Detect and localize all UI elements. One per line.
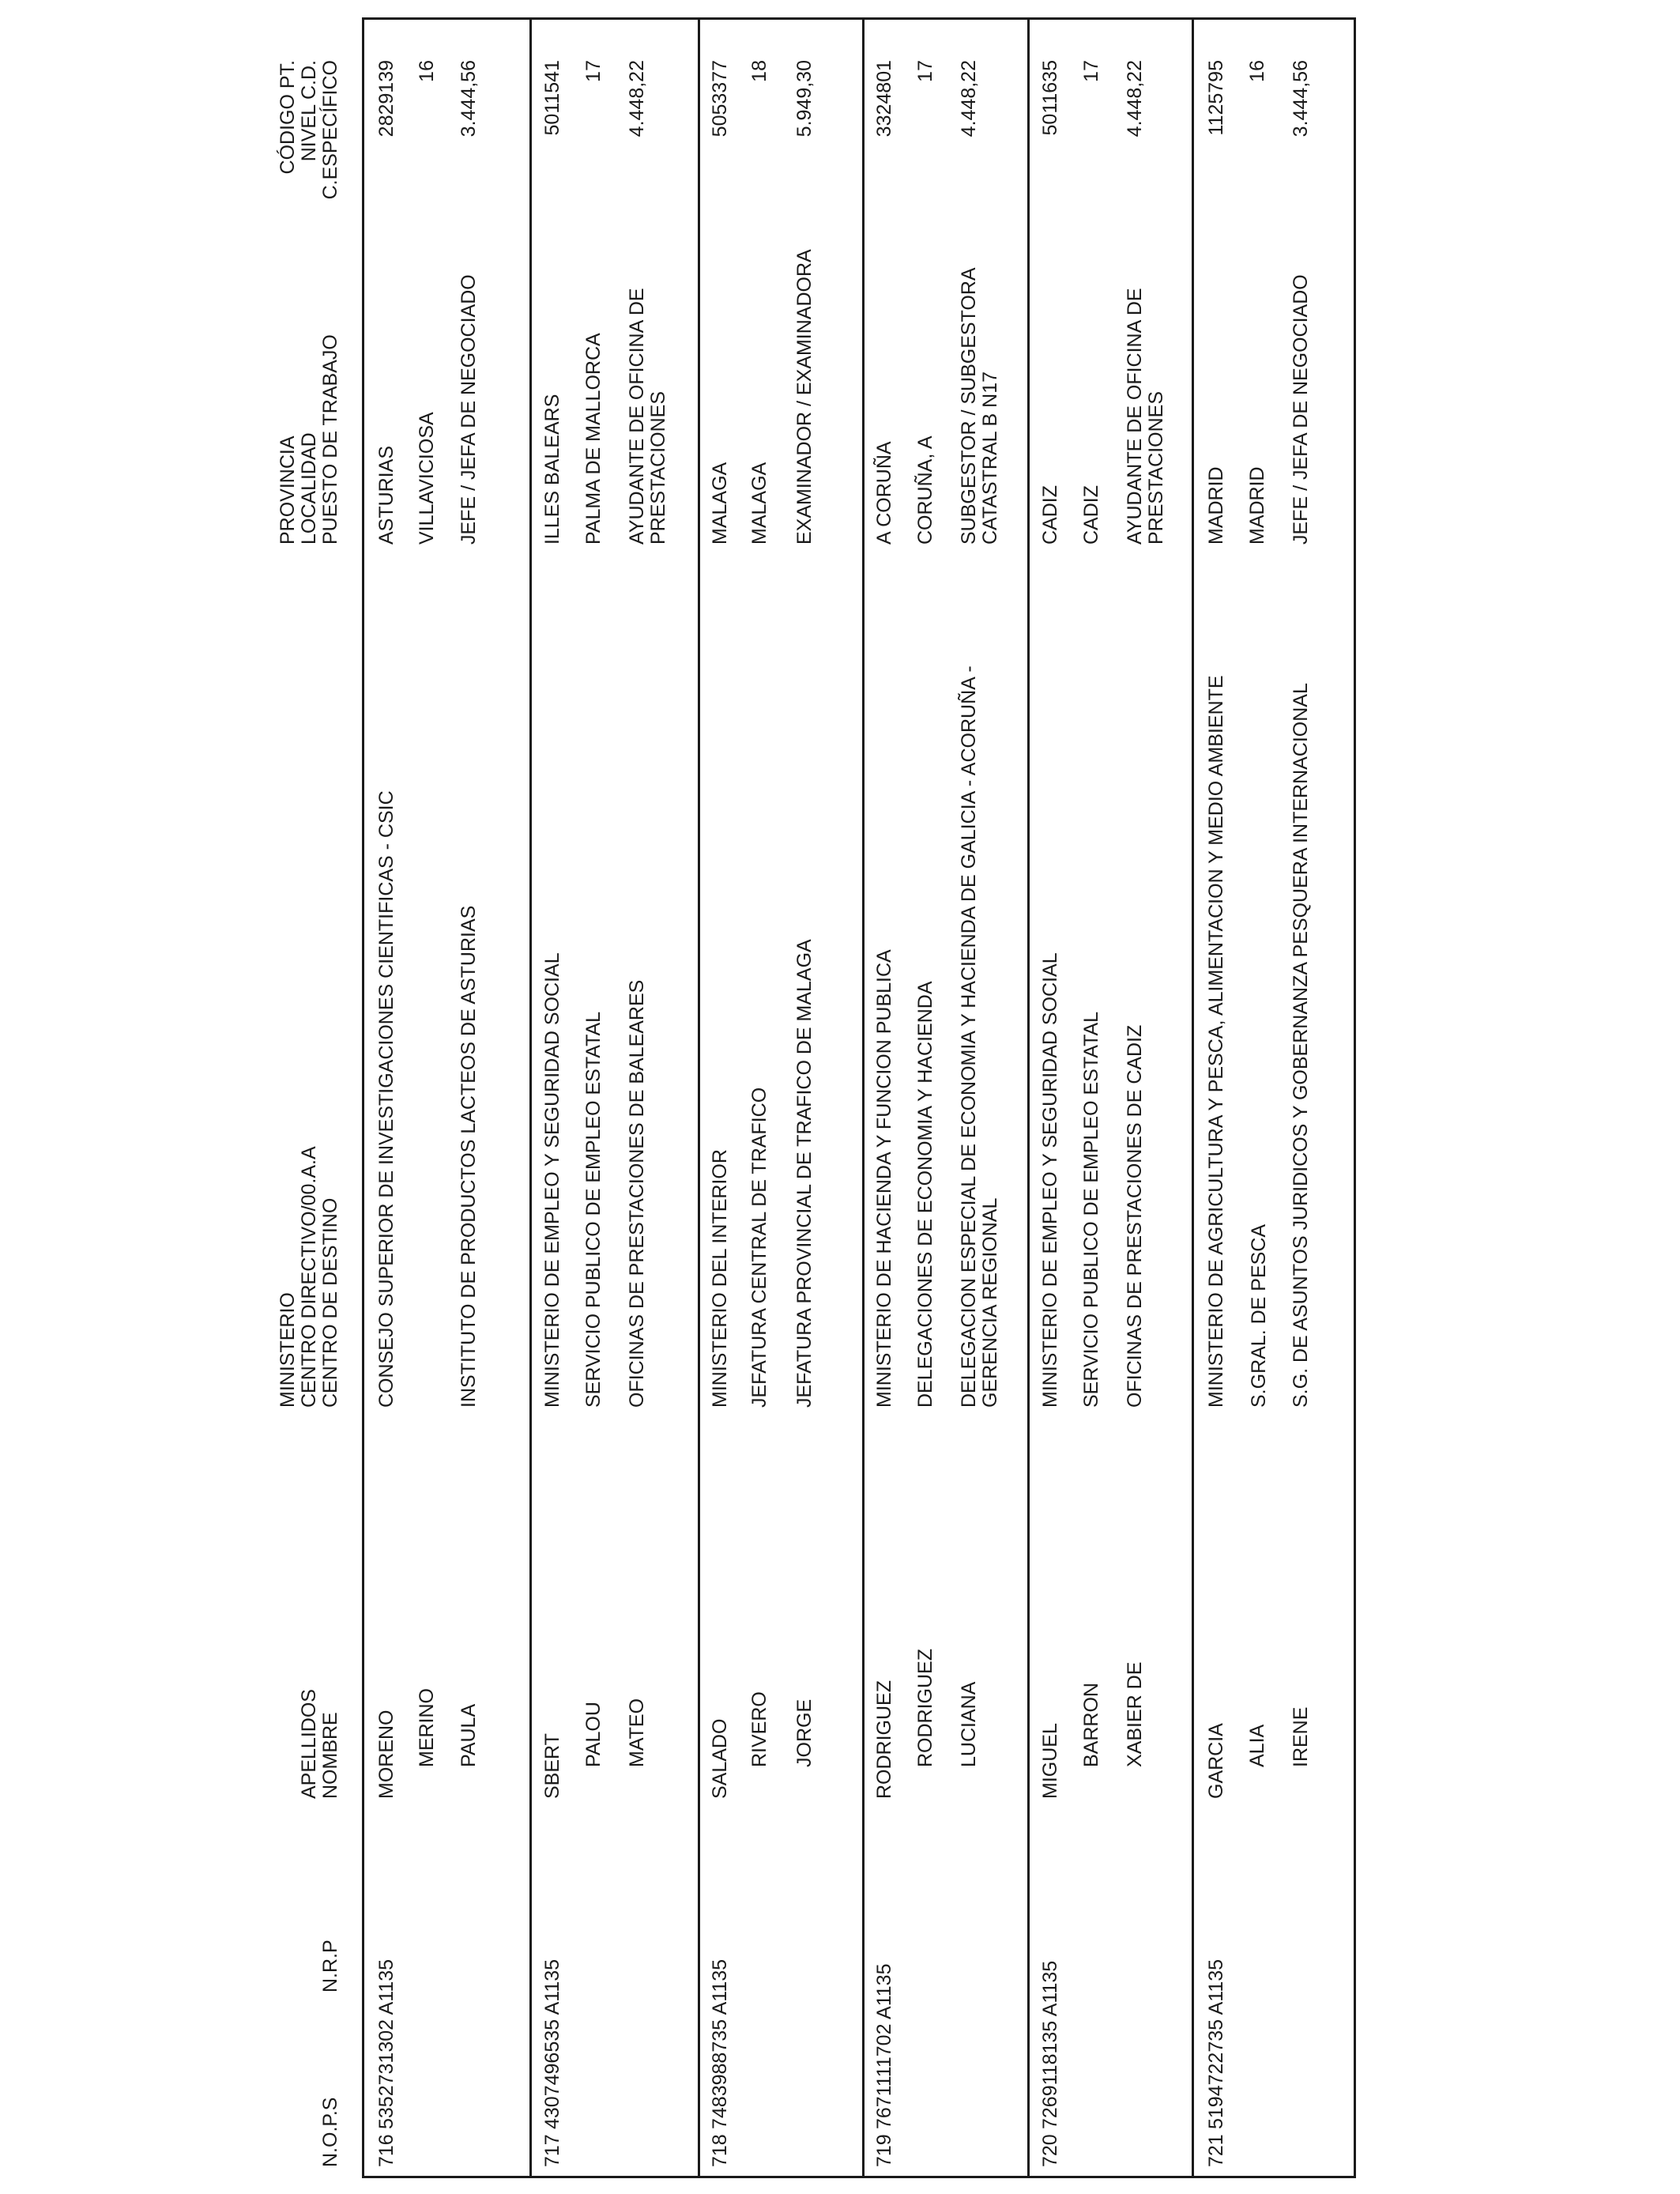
row-especifico: 4.448,22 bbox=[1124, 60, 1146, 138]
row-provincia: MADRID bbox=[1205, 466, 1227, 545]
row-nrp: 7269118135 A1135 bbox=[1039, 1960, 1061, 2129]
row-nombre: PAULA bbox=[458, 1703, 480, 1767]
row-apellido-1: GARCIA bbox=[1205, 1723, 1227, 1799]
row-provincia: ASTURIAS bbox=[375, 445, 397, 545]
row-provincia: MALAGA bbox=[709, 462, 731, 545]
header-nivel: NIVEL C.D. bbox=[298, 60, 320, 162]
row-codigo: 2829139 bbox=[375, 60, 397, 138]
header-especifico: C.ESPECÍFICO bbox=[319, 60, 341, 200]
header-puesto: PUESTO DE TRABAJO bbox=[319, 334, 341, 545]
header-centro-directivo: CENTRO DIRECTIVO/00.A.A bbox=[298, 1146, 320, 1408]
row-nops: 720 bbox=[1039, 2134, 1061, 2167]
row-nivel: 17 bbox=[582, 60, 605, 82]
row-codigo: 3324801 bbox=[873, 60, 895, 138]
row-separator bbox=[698, 17, 700, 2178]
row-nombre: LUCIANA bbox=[958, 1681, 980, 1767]
row-puesto: AYUDANTE DE OFICINA DE PRESTACIONES bbox=[626, 288, 669, 545]
row-codigo: 5011635 bbox=[1039, 60, 1061, 136]
row-centro-destino: S.G. DE ASUNTOS JURIDICOS Y GOBERNANZA PESQUERA INTERNACIONAL bbox=[1290, 683, 1312, 1408]
row-codigo: 1125795 bbox=[1205, 60, 1227, 136]
row-nivel: 17 bbox=[1080, 60, 1102, 82]
row-puesto: SUBGESTOR / SUBGESTORA CATASTRAL B N17 bbox=[958, 268, 1001, 545]
row-centro-destino: DELEGACION ESPECIAL DE ECONOMIA Y HACIENDA DE GALICIA - ACORUÑA - GERENCIA REGIONAL bbox=[958, 665, 1001, 1408]
row-localidad: MADRID bbox=[1246, 466, 1268, 545]
row-especifico: 4.448,22 bbox=[626, 60, 648, 138]
row-centro-directivo: SERVICIO PUBLICO DE EMPLEO ESTATAL bbox=[582, 1011, 605, 1408]
row-separator bbox=[529, 17, 532, 2178]
row-codigo: 5053377 bbox=[709, 60, 731, 138]
row-nops: 717 bbox=[541, 2134, 563, 2167]
row-nops: 716 bbox=[375, 2134, 397, 2167]
row-nombre: JORGE bbox=[793, 1698, 816, 1767]
row-especifico: 4.448,22 bbox=[958, 60, 980, 138]
row-provincia: A CORUÑA bbox=[873, 441, 895, 545]
row-apellido-2: PALOU bbox=[582, 1702, 605, 1767]
row-nrp: 7671111702 A1135 bbox=[873, 1963, 895, 2129]
row-ministerio: MINISTERIO DE EMPLEO Y SEGURIDAD SOCIAL bbox=[541, 952, 563, 1408]
row-separator bbox=[862, 17, 864, 2178]
row-apellido-2: ALIA bbox=[1246, 1724, 1268, 1767]
row-apellido-2: BARRON bbox=[1080, 1683, 1102, 1767]
row-especifico: 3.444,56 bbox=[458, 60, 480, 138]
row-especifico: 3.444,56 bbox=[1290, 60, 1312, 138]
row-apellido-2: RIVERO bbox=[748, 1691, 770, 1767]
header-provincia: PROVINCIA bbox=[277, 435, 299, 545]
header-apellidos: APELLIDOS bbox=[298, 1689, 320, 1799]
row-centro-directivo: S.GRAL. DE PESCA bbox=[1248, 1223, 1270, 1408]
row-localidad: CORUÑA, A bbox=[914, 435, 936, 545]
row-provincia: CADIZ bbox=[1039, 485, 1061, 545]
row-centro-directivo: JEFATURA CENTRAL DE TRAFICO bbox=[748, 1087, 770, 1408]
row-localidad: CADIZ bbox=[1080, 485, 1102, 545]
header-codigo: CÓDIGO PT. bbox=[277, 60, 299, 175]
row-nrp: 4307496535 A1135 bbox=[541, 1958, 563, 2129]
row-apellido-2: MERINO bbox=[416, 1688, 438, 1767]
row-localidad: PALMA DE MALLORCA bbox=[582, 333, 605, 545]
row-nrp: 5194722735 A1135 bbox=[1205, 1958, 1227, 2129]
row-nops: 719 bbox=[873, 2134, 895, 2167]
row-nombre: MATEO bbox=[626, 1698, 648, 1767]
row-ministerio: CONSEJO SUPERIOR DE INVESTIGACIONES CIENTIFICAS - CSIC bbox=[375, 790, 397, 1408]
row-provincia: ILLES BALEARS bbox=[541, 394, 563, 545]
row-puesto: AYUDANTE DE OFICINA DE PRESTACIONES bbox=[1124, 288, 1167, 545]
row-ministerio: MINISTERIO DEL INTERIOR bbox=[709, 1149, 731, 1408]
row-nops: 718 bbox=[709, 2134, 731, 2167]
row-nops: 721 bbox=[1205, 2134, 1227, 2167]
row-puesto: EXAMINADOR / EXAMINADORA bbox=[793, 249, 816, 545]
header-localidad: LOCALIDAD bbox=[298, 432, 320, 545]
header-ministerio: MINISTERIO bbox=[277, 1292, 299, 1408]
row-apellido-1: SALADO bbox=[709, 1718, 731, 1799]
header-centro-destino: CENTRO DE DESTINO bbox=[319, 1197, 341, 1408]
row-nombre: XABIER DE bbox=[1124, 1661, 1146, 1767]
row-ministerio: MINISTERIO DE HACIENDA Y FUNCION PUBLICA bbox=[873, 949, 895, 1408]
row-especifico: 5.949,30 bbox=[793, 60, 816, 138]
row-apellido-2: RODRIGUEZ bbox=[914, 1649, 936, 1767]
row-centro-destino: OFICINAS DE PRESTACIONES DE CADIZ bbox=[1124, 1024, 1146, 1408]
row-nivel: 16 bbox=[416, 60, 438, 82]
row-apellido-1: RODRIGUEZ bbox=[873, 1680, 895, 1799]
row-puesto: JEFE / JEFA DE NEGOCIADO bbox=[458, 274, 480, 545]
header-nombre: NOMBRE bbox=[319, 1712, 341, 1799]
row-nombre: IRENE bbox=[1290, 1706, 1312, 1767]
row-separator bbox=[1027, 17, 1030, 2178]
row-centro-directivo: SERVICIO PUBLICO DE EMPLEO ESTATAL bbox=[1080, 1011, 1102, 1408]
row-puesto: JEFE / JEFA DE NEGOCIADO bbox=[1290, 274, 1312, 545]
row-nivel: 17 bbox=[914, 60, 936, 82]
row-apellido-1: MORENO bbox=[375, 1710, 397, 1799]
row-nrp: 5352731302 A1135 bbox=[375, 1958, 397, 2129]
header-nops: N.O.P.S bbox=[319, 2097, 341, 2167]
row-localidad: MALAGA bbox=[748, 462, 770, 545]
row-localidad: VILLAVICIOSA bbox=[416, 412, 438, 545]
header-nrp: N.R.P bbox=[319, 1940, 341, 1992]
row-centro-destino: OFICINAS DE PRESTACIONES DE BALEARES bbox=[626, 979, 648, 1408]
row-nivel: 18 bbox=[748, 60, 770, 82]
row-ministerio: MINISTERIO DE AGRICULTURA Y PESCA, ALIMENTACION Y MEDIO AMBIENTE bbox=[1205, 675, 1227, 1408]
row-centro-destino: JEFATURA PROVINCIAL DE TRAFICO DE MALAGA bbox=[793, 939, 816, 1408]
row-separator bbox=[1192, 17, 1194, 2178]
row-nivel: 16 bbox=[1246, 60, 1268, 82]
row-apellido-1: MIGUEL bbox=[1039, 1723, 1061, 1799]
row-codigo: 5011541 bbox=[541, 60, 563, 136]
row-ministerio: MINISTERIO DE EMPLEO Y SEGURIDAD SOCIAL bbox=[1039, 952, 1061, 1408]
row-nrp: 7483988735 A1135 bbox=[709, 1958, 731, 2129]
row-centro-destino: INSTITUTO DE PRODUCTOS LACTEOS DE ASTURIAS bbox=[458, 905, 480, 1408]
row-centro-directivo: DELEGACIONES DE ECONOMIA Y HACIENDA bbox=[914, 981, 936, 1408]
row-apellido-1: SBERT bbox=[541, 1733, 563, 1799]
